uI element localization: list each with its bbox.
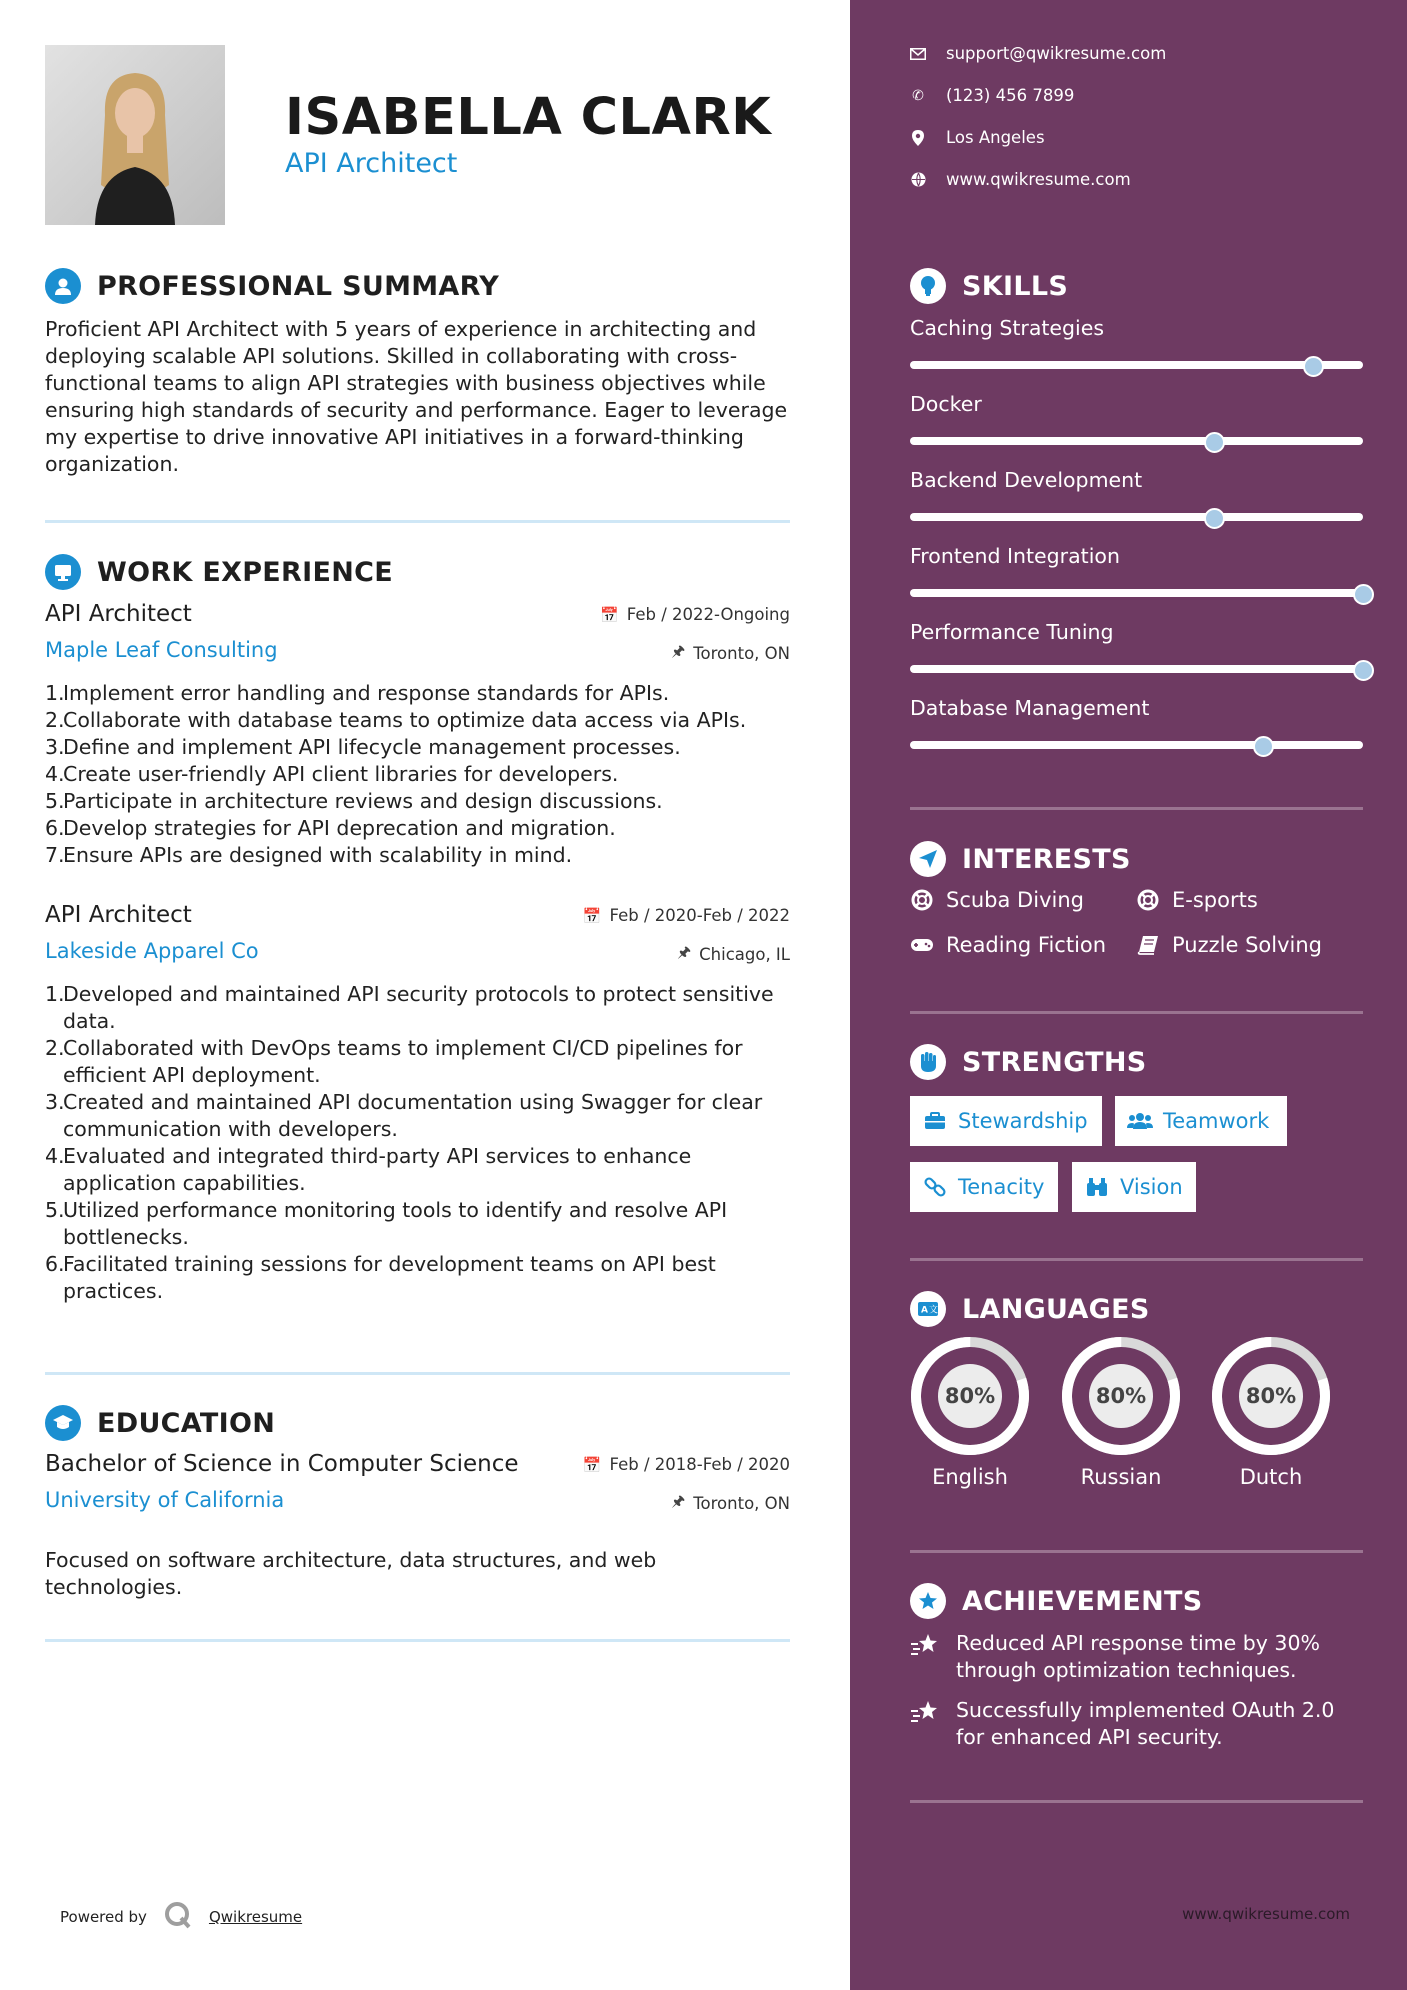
language-percent: 80% xyxy=(1095,1384,1147,1408)
email-text[interactable]: support@qwikresume.com xyxy=(946,44,1167,63)
job-title: API Architect xyxy=(45,902,192,928)
powered-by xyxy=(60,1900,302,1934)
section-divider xyxy=(45,520,790,523)
job-duties xyxy=(45,680,790,869)
language-name: English xyxy=(932,1465,1008,1489)
education-location-text: Toronto, ON xyxy=(693,1494,790,1513)
paper-plane-icon xyxy=(910,841,946,877)
language-donut xyxy=(1210,1335,1332,1457)
graduation-cap-icon xyxy=(45,1405,81,1441)
skill-bar xyxy=(910,437,1363,445)
job-location xyxy=(671,641,790,666)
svg-text:A: A xyxy=(921,1305,928,1316)
job-date xyxy=(583,906,790,925)
calendar-icon: 📅 xyxy=(582,1455,602,1474)
fist-icon xyxy=(910,1044,946,1080)
profile-photo xyxy=(45,45,225,225)
strength-label: Vision xyxy=(1120,1175,1183,1199)
interests-heading xyxy=(910,841,1131,877)
achievement-item xyxy=(910,1630,1363,1684)
map-pin-icon xyxy=(910,130,926,146)
interest-label: Puzzle Solving xyxy=(1172,933,1322,957)
job-company: Maple Leaf Consulting xyxy=(45,638,278,662)
interest-label: Reading Fiction xyxy=(946,933,1107,957)
contact-phone xyxy=(910,86,1074,105)
strength-label: Tenacity xyxy=(958,1175,1045,1199)
skill-bar xyxy=(910,513,1363,521)
job-date-text: Feb / 2020-Feb / 2022 xyxy=(609,906,790,925)
education-entry xyxy=(45,1451,790,1611)
achievement-text: Reduced API response time by 30% through optimization techniques. xyxy=(956,1631,1320,1682)
languages-heading xyxy=(910,1291,1150,1327)
list-item: 5. Utilized performance monitoring tools to identify and resolve API bottlenecks. xyxy=(45,1198,728,1249)
job-entry xyxy=(45,601,790,881)
skill-level-knob xyxy=(1204,432,1225,453)
pin-icon: 🖈 xyxy=(671,1492,686,1510)
section-divider xyxy=(45,1639,790,1642)
lifebuoy-icon xyxy=(910,889,934,911)
job-title: API Architect xyxy=(45,601,192,627)
skills-heading xyxy=(910,268,1068,304)
skill-bar xyxy=(910,589,1363,597)
job-entry xyxy=(45,902,790,1322)
skills-title: SKILLS xyxy=(962,270,1069,302)
work-heading xyxy=(45,554,393,590)
list-item: 4. Create user-friendly API client libraries for developers. xyxy=(45,762,619,786)
job-duties xyxy=(45,981,790,1305)
skill-name: Performance Tuning xyxy=(910,620,1114,644)
interest-item xyxy=(1136,888,1258,912)
interests-title: INTERESTS xyxy=(962,843,1131,875)
contact-website xyxy=(910,170,1131,189)
education-heading xyxy=(45,1405,275,1441)
language-percent: 80% xyxy=(1245,1384,1297,1408)
section-divider xyxy=(910,1550,1363,1553)
strength-label: Stewardship xyxy=(958,1109,1088,1133)
language-donut xyxy=(1060,1335,1182,1457)
svg-text:文: 文 xyxy=(929,1305,939,1316)
section-divider xyxy=(910,1800,1363,1803)
language-item xyxy=(1060,1335,1182,1489)
skill-level-knob xyxy=(1303,356,1324,377)
skill-name: Database Management xyxy=(910,696,1150,720)
shooting-star-icon xyxy=(910,1632,940,1658)
language-name: Russian xyxy=(1080,1465,1162,1489)
job-location-text: Chicago, IL xyxy=(699,945,790,964)
list-item: 6. Develop strategies for API deprecation and migration. xyxy=(45,816,616,840)
achievements-heading xyxy=(910,1583,1203,1619)
candidate-role: API Architect xyxy=(285,148,458,179)
list-item: 4. Evaluated and integrated third-party API services to enhance application capabilities. xyxy=(45,1144,692,1195)
skill-name: Docker xyxy=(910,392,982,416)
skill-name: Caching Strategies xyxy=(910,316,1105,340)
globe-icon xyxy=(910,172,926,188)
languages-title: LANGUAGES xyxy=(962,1293,1150,1325)
job-date xyxy=(600,605,790,624)
location-text: Los Angeles xyxy=(946,128,1045,147)
skill-bar xyxy=(910,665,1363,673)
skill-level-knob xyxy=(1353,584,1374,605)
star-badge-icon xyxy=(910,1583,946,1619)
work-title: WORK EXPERIENCE xyxy=(97,556,393,588)
monitor-icon xyxy=(45,554,81,590)
list-item: 5. Participate in architecture reviews and design discussions. xyxy=(45,789,663,813)
gamepad-icon xyxy=(910,934,934,956)
book-icon xyxy=(1136,934,1160,956)
list-item: 1. Implement error handling and response standards for APIs. xyxy=(45,681,670,705)
qwikresume-link[interactable]: Qwikresume xyxy=(208,1908,303,1926)
strengths-title: STRENGTHS xyxy=(962,1046,1147,1078)
strengths-heading xyxy=(910,1044,1147,1080)
interest-label: E-sports xyxy=(1172,888,1258,912)
section-divider xyxy=(910,1011,1363,1014)
powered-by-label: Powered by xyxy=(60,1908,147,1926)
link-icon xyxy=(922,1176,948,1198)
translate-icon xyxy=(910,1291,946,1327)
summary-text: Proficient API Architect with 5 years of experience in architecting and deploying scalable API solutions. Skilled in collaborating with cross-functional teams to align API strategies with business objectives while ensuring high standards of security and performance. Eager to leverage my expertise to drive innovative API initiatives in a forward-thinking organization. xyxy=(45,317,788,476)
skill-name: Backend Development xyxy=(910,468,1143,492)
strength-tag xyxy=(1072,1162,1196,1212)
list-item: 3. Define and implement API lifecycle management processes. xyxy=(45,735,681,759)
job-date-text: Feb / 2022-Ongoing xyxy=(626,605,790,624)
pin-icon: 🖈 xyxy=(677,943,692,961)
education-title: EDUCATION xyxy=(97,1407,276,1439)
interest-item xyxy=(910,933,1106,957)
section-divider xyxy=(910,1258,1363,1261)
language-item xyxy=(1210,1335,1332,1489)
interest-item xyxy=(910,888,1084,912)
skill-name: Frontend Integration xyxy=(910,544,1120,568)
phone-icon: ✆ xyxy=(912,87,924,104)
achievements-title: ACHIEVEMENTS xyxy=(962,1585,1203,1617)
skill-level-knob xyxy=(1353,660,1374,681)
summary-heading xyxy=(45,268,499,304)
interest-label: Scuba Diving xyxy=(946,888,1084,912)
contact-email xyxy=(910,44,1166,63)
achievement-text: Successfully implemented OAuth 2.0 for enhanced API security. xyxy=(956,1698,1335,1749)
achievement-item xyxy=(910,1697,1363,1751)
briefcase-icon xyxy=(922,1112,948,1130)
phone-text: (123) 456 7899 xyxy=(946,86,1075,105)
language-item xyxy=(909,1335,1031,1489)
strength-label: Teamwork xyxy=(1163,1109,1270,1133)
user-icon xyxy=(45,268,81,304)
candidate-name: ISABELLA CLARK xyxy=(285,88,772,147)
job-location xyxy=(677,942,790,967)
list-item: 6. Facilitated training sessions for development teams on API best practices. xyxy=(45,1252,716,1303)
section-divider xyxy=(910,807,1363,810)
strength-tag xyxy=(910,1096,1102,1146)
list-item: 3. Created and maintained API documentation using Swagger for clear communication with developers. xyxy=(45,1090,763,1141)
list-item: 2. Collaborate with database teams to optimize data access via APIs. xyxy=(45,708,747,732)
summary-title: PROFESSIONAL SUMMARY xyxy=(97,270,500,302)
strength-tag xyxy=(1115,1096,1287,1146)
envelope-icon xyxy=(910,46,926,62)
degree-title: Bachelor of Science in Computer Science xyxy=(45,1451,519,1477)
shooting-star-icon xyxy=(910,1699,940,1725)
education-date-text: Feb / 2018-Feb / 2020 xyxy=(609,1455,790,1474)
skill-bar xyxy=(910,741,1363,749)
lightbulb-icon xyxy=(910,268,946,304)
strength-tag xyxy=(910,1162,1058,1212)
language-name: Dutch xyxy=(1239,1465,1303,1489)
pin-icon: 🖈 xyxy=(671,642,686,660)
users-icon xyxy=(1127,1112,1153,1130)
education-location xyxy=(671,1491,790,1516)
interest-item xyxy=(1136,933,1322,957)
list-item: 7. Ensure APIs are designed with scalability in mind. xyxy=(45,843,573,867)
binoculars-icon xyxy=(1084,1177,1110,1197)
job-company: Lakeside Apparel Co xyxy=(45,939,259,963)
calendar-icon: 📅 xyxy=(582,906,602,925)
education-description: Focused on software architecture, data structures, and web technologies. xyxy=(45,1548,657,1599)
footer-website[interactable]: www.qwikresume.com xyxy=(1182,1905,1350,1923)
qwikresume-logo-icon xyxy=(163,1900,193,1934)
job-location-text: Toronto, ON xyxy=(693,644,790,663)
contact-location xyxy=(910,128,1045,147)
website-text[interactable]: www.qwikresume.com xyxy=(946,170,1131,189)
list-item: 2. Collaborated with DevOps teams to implement CI/CD pipelines for efficient API deployment. xyxy=(45,1036,743,1087)
language-donut xyxy=(909,1335,1031,1457)
school-name: University of California xyxy=(45,1488,285,1512)
education-date xyxy=(583,1455,790,1474)
lifebuoy-icon xyxy=(1136,889,1160,911)
calendar-icon: 📅 xyxy=(600,605,619,624)
skill-level-knob xyxy=(1204,508,1225,529)
skill-bar xyxy=(910,361,1363,369)
list-item: 1. Developed and maintained API security protocols to protect sensitive data. xyxy=(45,982,774,1033)
language-percent: 80% xyxy=(944,1384,996,1408)
section-divider xyxy=(45,1372,790,1375)
